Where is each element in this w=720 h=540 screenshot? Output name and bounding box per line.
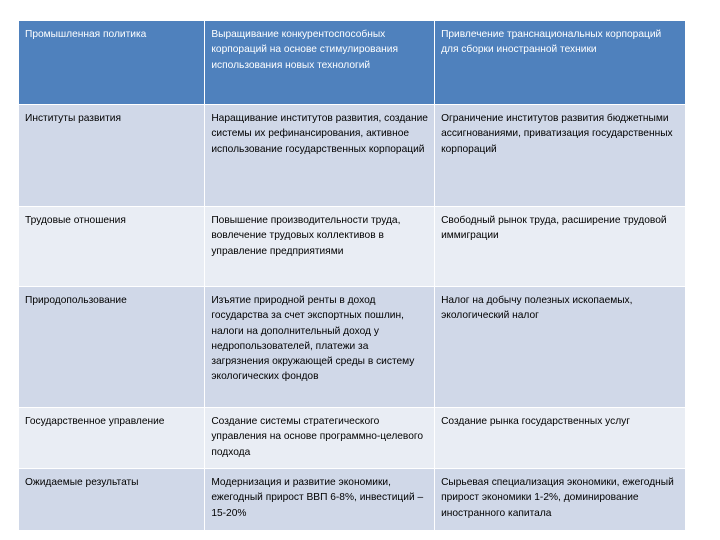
row-cell-option-b: Создание рынка государственных услуг [435, 408, 686, 469]
row-cell-option-b: Свободный рынок труда, расширение трудовой иммиграции [435, 207, 686, 287]
header-cell-category: Промышленная политика [19, 21, 205, 105]
table-row [19, 469, 686, 531]
row-label: Природопользование [19, 287, 205, 408]
table-row [19, 408, 686, 469]
header-cell-option-a: Выращивание конкурентоспособных корпораций на основе стимулирования использования новых технологий [205, 21, 435, 105]
row-cell-option-b: Ограничение институтов развития бюджетными ассигнованиями, приватизация государственных корпораций [435, 105, 686, 207]
row-cell-option-a: Изъятие природной ренты в доход государства за счет экспортных пошлин, налоги на дополнительный доход у недропользователей, платежи за загрязнения окружающей среды в систему экологических фондов [205, 287, 435, 408]
row-label: Государственное управление [19, 408, 205, 469]
row-cell-option-a: Наращивание институтов развития, создание системы их рефинансирования, активное использование государственных корпораций [205, 105, 435, 207]
row-cell-option-a: Модернизация и развитие экономики, ежегодный прирост ВВП 6-8%, инвестиций – 15-20% [205, 469, 435, 531]
header-cell-option-b: Привлечение транснациональных корпораций для сборки иностранной техники [435, 21, 686, 105]
row-label: Трудовые отношения [19, 207, 205, 287]
row-cell-option-a: Повышение производительности труда, вовлечение трудовых коллективов в управление предприятиями [205, 207, 435, 287]
table-header-row [19, 21, 686, 105]
row-cell-option-a: Создание системы стратегического управления на основе программно-целевого подхода [205, 408, 435, 469]
row-cell-option-b: Сырьевая специализация экономики, ежегодный прирост экономики 1-2%, доминирование иностранного капитала [435, 469, 686, 531]
policy-comparison-table [18, 20, 686, 531]
table-row [19, 287, 686, 408]
row-label: Институты развития [19, 105, 205, 207]
table-row [19, 105, 686, 207]
row-cell-option-b: Налог на добычу полезных ископаемых, экологический налог [435, 287, 686, 408]
row-label: Ожидаемые результаты [19, 469, 205, 531]
table-row [19, 207, 686, 287]
